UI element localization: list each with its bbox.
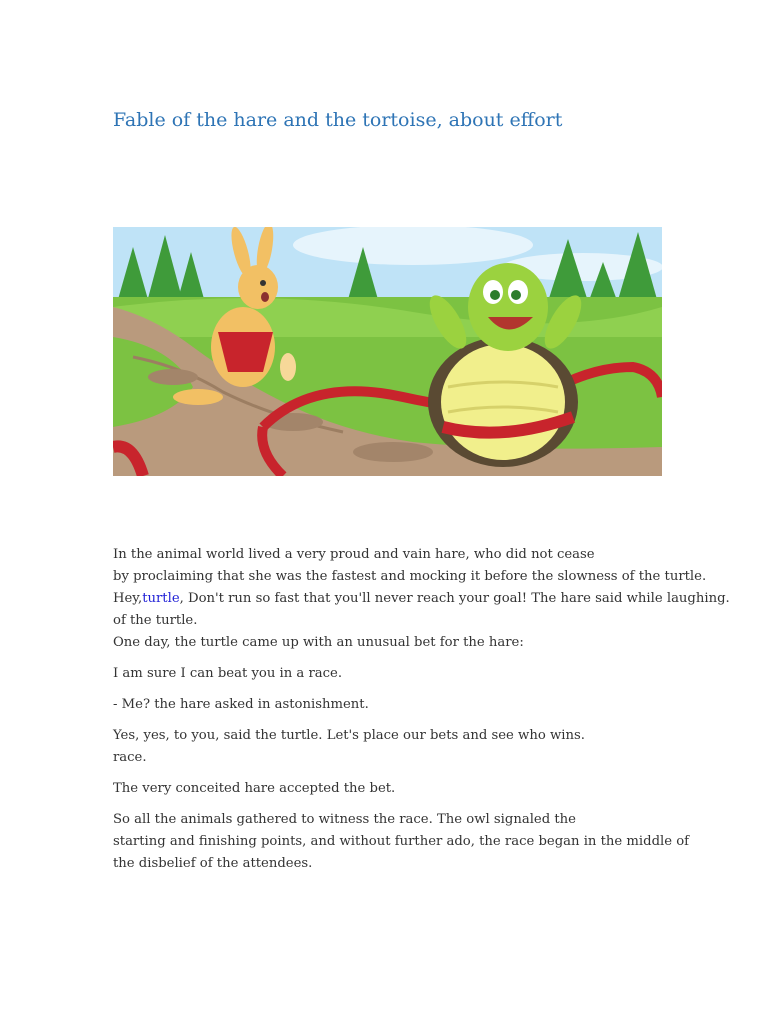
text-line: In the animal world lived a very proud and vain hare, who did not cease xyxy=(113,547,595,562)
text-line: the disbelief of the attendees. xyxy=(113,856,313,871)
paragraph xyxy=(113,694,693,716)
text-line xyxy=(113,588,730,610)
paragraph xyxy=(113,725,693,769)
paragraph xyxy=(113,809,693,875)
hare-and-tortoise-illustration xyxy=(113,227,662,476)
paragraph xyxy=(113,632,693,654)
text-line: of the turtle. xyxy=(113,613,198,628)
text-line: starting and finishing points, and without further ado, the race began in the middle of xyxy=(113,834,690,849)
text-line: - Me? the hare asked in astonishment. xyxy=(113,697,369,712)
text-line: The very conceited hare accepted the bet. xyxy=(113,781,396,796)
paragraph xyxy=(113,778,693,800)
turtle-link[interactable]: turtle xyxy=(142,591,180,606)
story-text xyxy=(113,544,730,884)
text-line: by proclaiming that she was the fastest and mocking it before the slowness of the turtle. xyxy=(113,569,707,584)
text-segment: Hey, xyxy=(113,591,143,606)
text-line: race. xyxy=(113,750,147,765)
text-line: So all the animals gathered to witness the race. The owl signaled the xyxy=(113,812,576,827)
page-title: Fable of the hare and the tortoise, about effort xyxy=(113,109,563,131)
paragraph xyxy=(113,544,730,632)
paragraph xyxy=(113,663,693,685)
text-line: One day, the turtle came up with an unusual bet for the hare: xyxy=(113,635,524,650)
text-line: Yes, yes, to you, said the turtle. Let's place our bets and see who wins. xyxy=(113,728,585,743)
text-line: I am sure I can beat you in a race. xyxy=(113,666,343,681)
text-segment: , Don't run so fast that you'll never reach your goal! The hare said while laughing. xyxy=(179,591,730,606)
